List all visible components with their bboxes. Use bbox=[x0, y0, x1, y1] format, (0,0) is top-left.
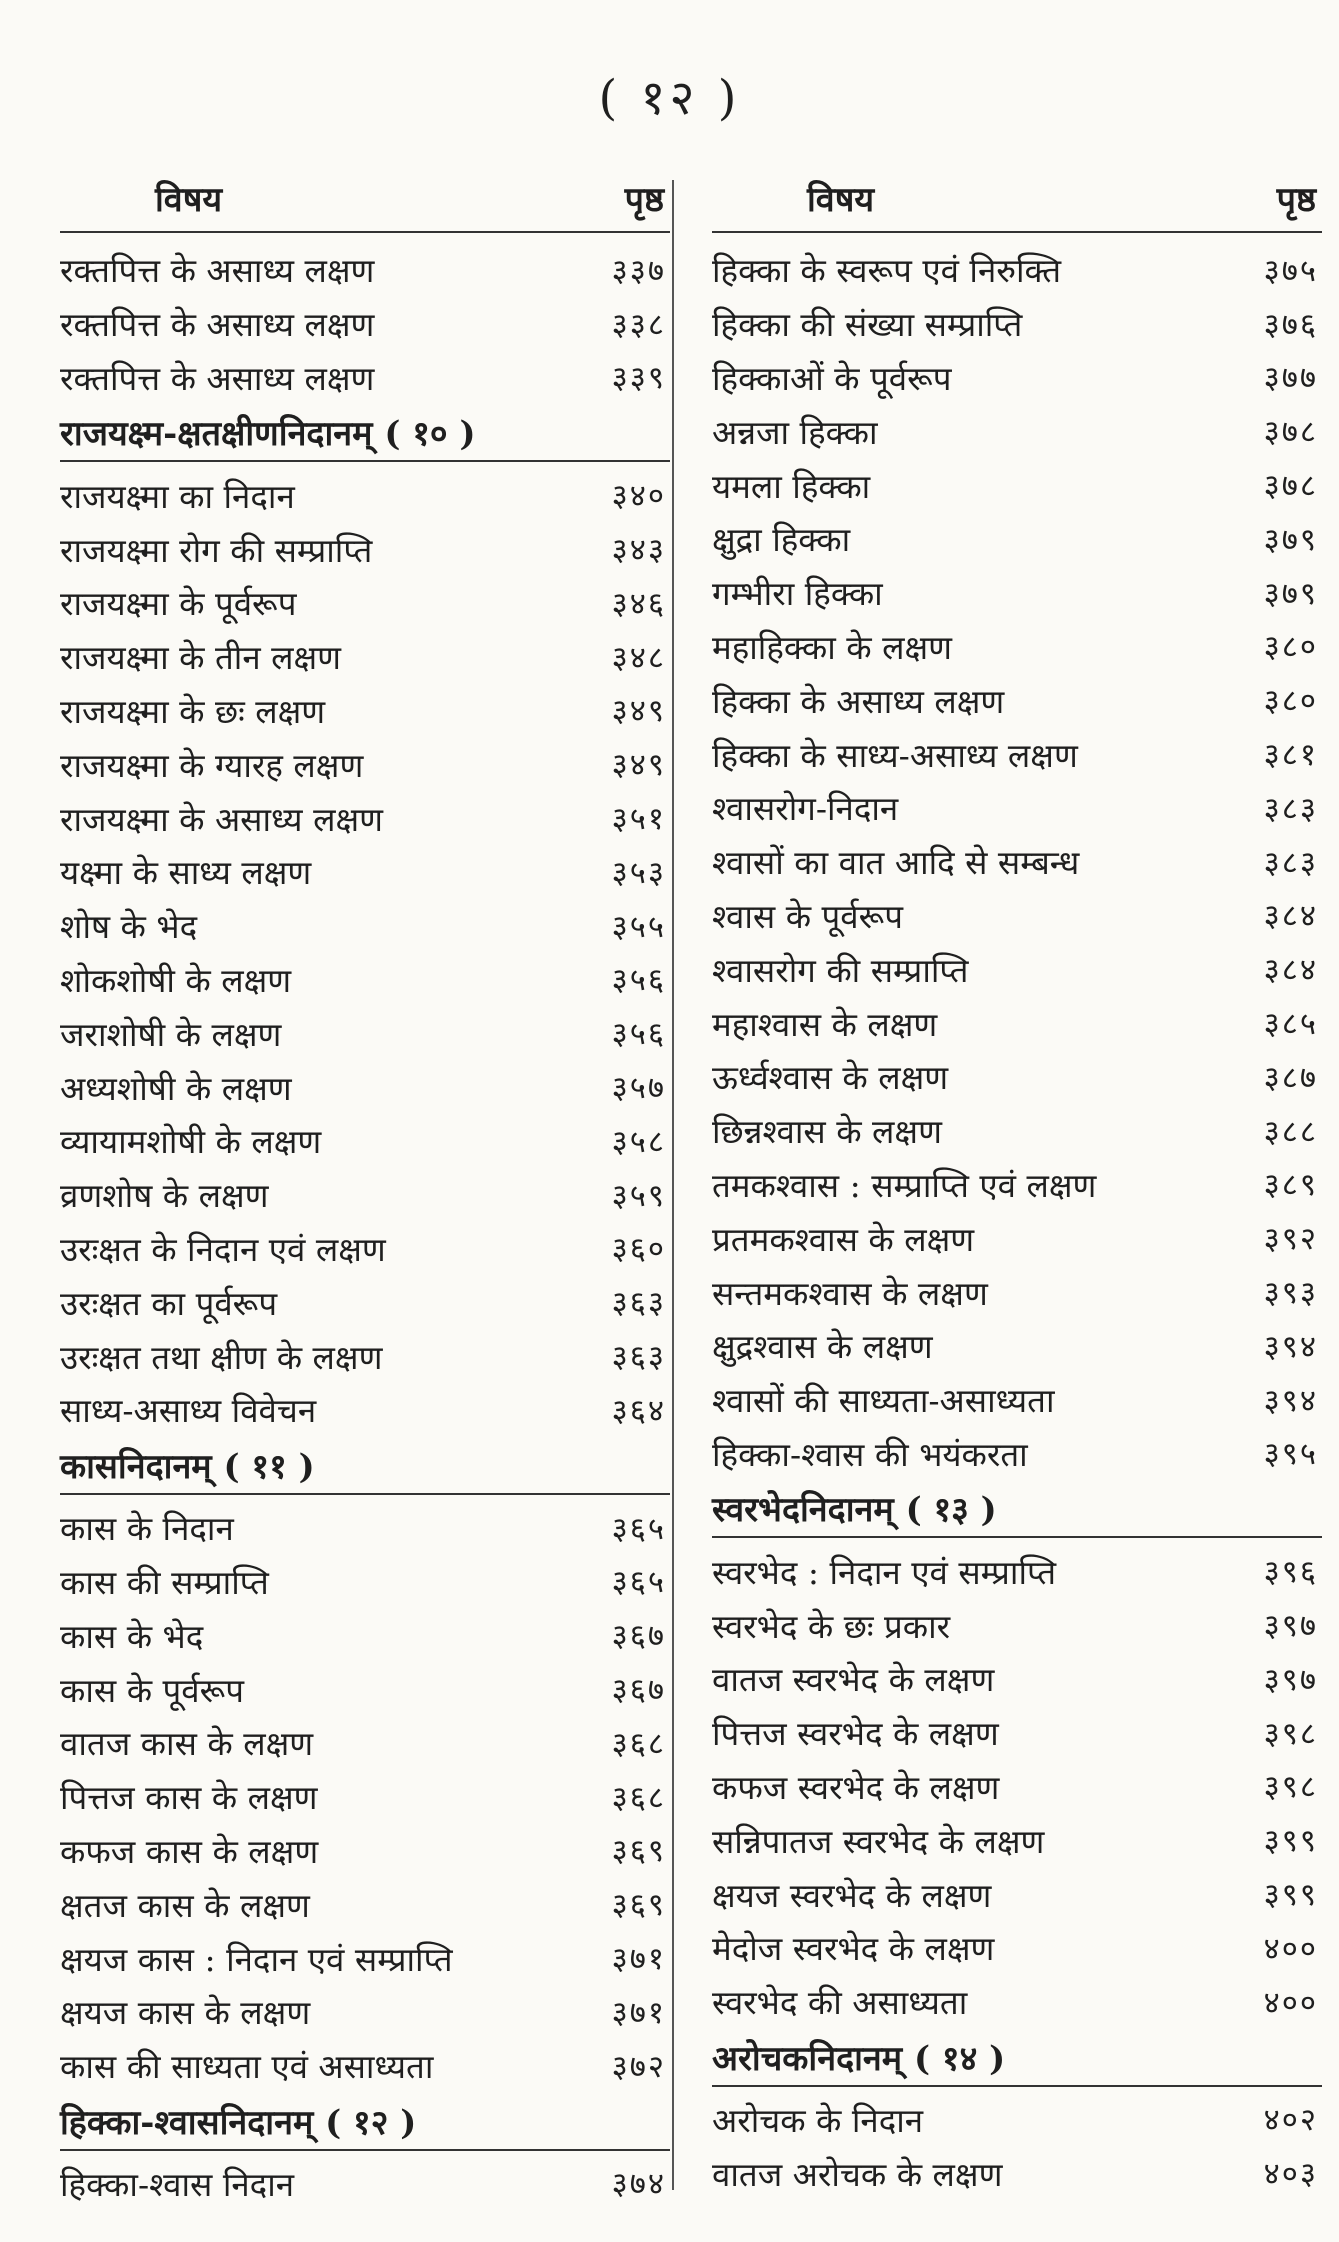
toc-entry-title: राजयक्ष्मा का निदान bbox=[60, 476, 295, 516]
toc-entry-page: ३९७ bbox=[1263, 1608, 1318, 1645]
toc-entry-title: हिक्काओं के पूर्वरूप bbox=[712, 358, 952, 398]
toc-entry-page: ३७४ bbox=[611, 2166, 666, 2203]
toc-entry bbox=[60, 1383, 670, 1437]
column-divider bbox=[672, 180, 674, 2190]
toc-entry bbox=[60, 1877, 670, 1931]
toc-entry-page: ३३९ bbox=[611, 360, 666, 397]
toc-entry-page: ३६७ bbox=[611, 1672, 666, 1709]
toc-entry-page: ३८० bbox=[1263, 629, 1318, 666]
toc-entry-title: शोकशोषी के लक्षण bbox=[60, 960, 292, 1000]
toc-entry-title: श्वासरोग-निदान bbox=[712, 789, 899, 829]
toc-entry-page: ३६३ bbox=[611, 1285, 666, 1322]
toc-entry-title: यक्ष्मा के साध्य लक्षण bbox=[60, 853, 312, 893]
toc-entry-page: ३४९ bbox=[611, 693, 666, 730]
toc-entry-page: ३३८ bbox=[611, 306, 666, 343]
toc-entry bbox=[712, 2146, 1322, 2200]
toc-entry-page: ३८० bbox=[1263, 683, 1318, 720]
toc-entry bbox=[712, 1319, 1322, 1373]
toc-entry bbox=[712, 620, 1322, 674]
section-heading: हिक्का-श्वासनिदानम् ( १२ ) bbox=[60, 2093, 670, 2151]
toc-entry-title: स्वरभेद : निदान एवं सम्प्राप्ति bbox=[712, 1552, 1057, 1592]
toc-entry-page: ३८४ bbox=[1263, 952, 1318, 989]
toc-entry-page: ३५६ bbox=[611, 1016, 666, 1053]
toc-entry-title: उरःक्षत तथा क्षीण के लक्षण bbox=[60, 1337, 383, 1377]
toc-entry-page: ४०२ bbox=[1263, 2102, 1318, 2139]
toc-entry-title: कास की सम्प्राप्ति bbox=[60, 1562, 269, 1602]
left-toc-list bbox=[60, 243, 670, 2210]
toc-entry-title: क्षुद्रा हिक्का bbox=[712, 520, 851, 560]
toc-entry-title: शोष के भेद bbox=[60, 907, 198, 947]
toc-entry-title: यमला हिक्का bbox=[712, 466, 871, 506]
toc-entry bbox=[60, 576, 670, 630]
toc-entry-page: ३७१ bbox=[611, 1994, 666, 2031]
toc-entry-page: ३९६ bbox=[1263, 1554, 1318, 1591]
toc-entry bbox=[712, 942, 1322, 996]
toc-entry-page: ३७२ bbox=[611, 2048, 666, 2085]
right-column-header bbox=[712, 165, 1322, 233]
toc-entry-title: कफज कास के लक्षण bbox=[60, 1831, 319, 1871]
toc-entry-title: पित्तज कास के लक्षण bbox=[60, 1778, 318, 1818]
toc-entry-title: हिक्का की संख्या सम्प्राप्ति bbox=[712, 305, 1023, 345]
toc-entry-title: श्वासरोग की सम्प्राप्ति bbox=[712, 950, 969, 990]
toc-entry-title: श्वासों का वात आदि से सम्बन्ध bbox=[712, 843, 1080, 883]
toc-entry-page: ३७८ bbox=[1263, 468, 1318, 505]
toc-entry-page: ४०० bbox=[1263, 1930, 1318, 1967]
toc-entry-page: ३७८ bbox=[1263, 414, 1318, 451]
toc-entry-page: ३७५ bbox=[1263, 252, 1318, 289]
toc-entry-title: हिक्का के स्वरूप एवं निरुक्ति bbox=[712, 251, 1062, 291]
toc-entry-page: ३५६ bbox=[611, 962, 666, 999]
toc-entry-page: ३५८ bbox=[611, 1123, 666, 1160]
toc-entry-title: उरःक्षत के निदान एवं लक्षण bbox=[60, 1229, 386, 1269]
toc-entry-page: ३७६ bbox=[1263, 306, 1318, 343]
toc-entry bbox=[712, 458, 1322, 512]
toc-entry-title: रक्तपित्त के असाध्य लक्षण bbox=[60, 358, 375, 398]
toc-entry bbox=[60, 1501, 670, 1555]
toc-entry bbox=[712, 1760, 1322, 1814]
toc-entry bbox=[712, 566, 1322, 620]
toc-entry-page: ४०० bbox=[1263, 1984, 1318, 2021]
toc-entry bbox=[60, 2157, 670, 2211]
toc-entry-page: ३८३ bbox=[1263, 844, 1318, 881]
toc-entry-page: ३९८ bbox=[1263, 1715, 1318, 1752]
toc-entry bbox=[712, 1867, 1322, 1921]
toc-entry-page: ३६८ bbox=[611, 1779, 666, 1816]
toc-entry-page: ३६७ bbox=[611, 1618, 666, 1655]
toc-entry-title: महाहिक्का के लक्षण bbox=[712, 627, 952, 667]
toc-entry bbox=[712, 1265, 1322, 1319]
toc-entry bbox=[712, 404, 1322, 458]
toc-entry bbox=[60, 1770, 670, 1824]
toc-entry-title: कफज स्वरभेद के लक्षण bbox=[712, 1767, 1000, 1807]
toc-entry-title: स्वरभेद की असाध्यता bbox=[712, 1983, 968, 2023]
toc-entry-page: ३८३ bbox=[1263, 790, 1318, 827]
toc-entry bbox=[60, 1716, 670, 1770]
left-column-header bbox=[60, 165, 670, 233]
toc-entry bbox=[60, 1824, 670, 1878]
toc-entry-title: श्वास के पूर्वरूप bbox=[712, 896, 904, 936]
toc-entry bbox=[712, 297, 1322, 351]
page-number: ( १२ ) bbox=[598, 70, 741, 126]
toc-entry-title: हिक्का-श्वास निदान bbox=[60, 2164, 295, 2204]
toc-entry-page: ३४३ bbox=[611, 532, 666, 569]
toc-entry-page: ३९५ bbox=[1263, 1436, 1318, 1473]
toc-entry-title: ऊर्ध्वश्वास के लक्षण bbox=[712, 1058, 949, 1098]
toc-entry-page: ३८४ bbox=[1263, 898, 1318, 935]
toc-entry bbox=[712, 1373, 1322, 1427]
toc-entry bbox=[60, 684, 670, 738]
toc-entry bbox=[60, 791, 670, 845]
toc-entry-title: क्षतज कास के लक्षण bbox=[60, 1885, 310, 1925]
toc-entry-page: ३९३ bbox=[1263, 1275, 1318, 1312]
toc-entry-title: क्षयज कास : निदान एवं सम्प्राप्ति bbox=[60, 1939, 453, 1979]
toc-entry bbox=[712, 1975, 1322, 2029]
toc-entry-page: ३९९ bbox=[1263, 1877, 1318, 1913]
toc-entry-page: ३६९ bbox=[611, 1887, 666, 1924]
toc-entry-title: महाश्वास के लक्षण bbox=[712, 1004, 938, 1044]
section-heading: राजयक्ष्म-क्षतक्षीणनिदानम् ( १० ) bbox=[60, 404, 670, 462]
toc-entry bbox=[712, 1158, 1322, 1212]
toc-entry bbox=[712, 1921, 1322, 1975]
toc-entry-page: ३५१ bbox=[611, 801, 666, 838]
toc-entry-title: कास के भेद bbox=[60, 1616, 204, 1656]
toc-entry-title: हिक्का के साध्य-असाध्य लक्षण bbox=[712, 735, 1078, 775]
toc-entry-title: वातज स्वरभेद के लक्षण bbox=[712, 1660, 995, 1700]
toc-entry-title: उरःक्षत का पूर्वरूप bbox=[60, 1283, 278, 1323]
toc-entry-title: जराशोषी के लक्षण bbox=[60, 1014, 282, 1054]
toc-entry-page: ३७१ bbox=[611, 1941, 666, 1977]
toc-entry-page: ४०३ bbox=[1263, 2156, 1318, 2193]
toc-entry bbox=[712, 673, 1322, 727]
toc-entry bbox=[712, 1211, 1322, 1265]
toc-entry-page: ३४९ bbox=[611, 747, 666, 784]
toc-entry-page: ३६९ bbox=[611, 1833, 666, 1870]
toc-entry-page: ३५३ bbox=[611, 854, 666, 891]
toc-entry bbox=[712, 512, 1322, 566]
toc-entry bbox=[712, 835, 1322, 889]
toc-entry-title: पित्तज स्वरभेद के लक्षण bbox=[712, 1714, 999, 1754]
toc-entry-title: कास की साध्यता एवं असाध्यता bbox=[60, 2047, 434, 2087]
toc-entry-title: राजयक्ष्मा रोग की सम्प्राप्ति bbox=[60, 530, 373, 570]
toc-entry-title: हिक्का-श्वास की भयंकरता bbox=[712, 1434, 1028, 1474]
page-header: पृष्ठ bbox=[624, 180, 664, 220]
toc-entry bbox=[712, 1598, 1322, 1652]
toc-entry-page: ३६८ bbox=[611, 1725, 666, 1762]
toc-entry bbox=[60, 953, 670, 1007]
toc-entry-title: वातज कास के लक्षण bbox=[60, 1724, 314, 1764]
toc-entry-page: ३९४ bbox=[1263, 1328, 1318, 1365]
toc-entry-page: ३८१ bbox=[1263, 737, 1318, 774]
toc-entry-title: सन्तमकश्वास के लक्षण bbox=[712, 1273, 988, 1313]
toc-entry bbox=[712, 1544, 1322, 1598]
toc-entry bbox=[60, 1168, 670, 1222]
toc-entry-page: ३६० bbox=[611, 1231, 666, 1268]
toc-entry bbox=[712, 2093, 1322, 2147]
right-column bbox=[712, 165, 1322, 2200]
toc-entry bbox=[712, 781, 1322, 835]
toc-entry bbox=[60, 1222, 670, 1276]
toc-entry-title: व्रणशोष के लक्षण bbox=[60, 1176, 269, 1216]
toc-entry bbox=[712, 243, 1322, 297]
toc-entry-title: तमकश्वास : सम्प्राप्ति एवं लक्षण bbox=[712, 1165, 1097, 1205]
toc-entry bbox=[60, 468, 670, 522]
toc-entry-title: राजयक्ष्मा के असाध्य लक्षण bbox=[60, 799, 383, 839]
toc-entry-title: क्षयज कास के लक्षण bbox=[60, 1993, 311, 2033]
toc-entry-page: ३६३ bbox=[611, 1339, 666, 1376]
toc-entry bbox=[60, 243, 670, 297]
toc-entry-title: राजयक्ष्मा के ग्यारह लक्षण bbox=[60, 745, 364, 785]
toc-entry bbox=[712, 1813, 1322, 1867]
toc-entry-title: राजयक्ष्मा के छः लक्षण bbox=[60, 691, 326, 731]
toc-entry bbox=[60, 1608, 670, 1662]
page-header: पृष्ठ bbox=[1276, 180, 1316, 220]
toc-entry-title: श्वासों की साध्यता-असाध्यता bbox=[712, 1381, 1055, 1421]
toc-entry-page: ३५९ bbox=[611, 1177, 666, 1214]
toc-entry bbox=[60, 1985, 670, 2039]
toc-entry-title: हिक्का के असाध्य लक्षण bbox=[712, 681, 1005, 721]
toc-entry-page: ३९८ bbox=[1263, 1769, 1318, 1806]
toc-entry bbox=[60, 1555, 670, 1609]
toc-entry bbox=[712, 996, 1322, 1050]
right-toc-list bbox=[712, 243, 1322, 2200]
toc-entry bbox=[712, 1427, 1322, 1481]
toc-entry bbox=[712, 727, 1322, 781]
toc-entry-title: क्षुद्रश्वास के लक्षण bbox=[712, 1327, 933, 1367]
toc-entry-title: रक्तपित्त के असाध्य लक्षण bbox=[60, 251, 375, 291]
toc-entry-title: कास के पूर्वरूप bbox=[60, 1670, 244, 1710]
toc-entry-page: ३६४ bbox=[611, 1392, 666, 1429]
toc-entry-page: ३४० bbox=[611, 478, 666, 515]
toc-entry-page: ३७९ bbox=[1263, 575, 1318, 612]
toc-entry-title: कास के निदान bbox=[60, 1509, 234, 1549]
toc-entry-title: अध्यशोषी के लक्षण bbox=[60, 1068, 292, 1108]
toc-entry-title: राजयक्ष्मा के तीन लक्षण bbox=[60, 638, 342, 678]
section-heading: कासनिदानम् ( ११ ) bbox=[60, 1437, 670, 1495]
toc-entry bbox=[60, 1329, 670, 1383]
toc-entry-page: ३७७ bbox=[1263, 360, 1318, 397]
toc-entry-page: ३९७ bbox=[1263, 1661, 1318, 1698]
toc-entry-page: ३९९ bbox=[1263, 1823, 1318, 1860]
toc-entry-title: छिन्नश्वास के लक्षण bbox=[712, 1112, 942, 1152]
toc-entry bbox=[60, 630, 670, 684]
toc-entry-page: ३९२ bbox=[1263, 1221, 1318, 1258]
toc-entry bbox=[60, 1931, 670, 1985]
toc-entry bbox=[60, 522, 670, 576]
toc-entry bbox=[60, 1114, 670, 1168]
toc-entry-title: क्षयज स्वरभेद के लक्षण bbox=[712, 1875, 992, 1915]
toc-entry-page: ३८९ bbox=[1263, 1167, 1318, 1204]
section-heading: स्वरभेदनिदानम् ( १३ ) bbox=[712, 1480, 1322, 1538]
toc-entry bbox=[60, 737, 670, 791]
toc-entry-title: मेदोज स्वरभेद के लक्षण bbox=[712, 1929, 995, 1969]
toc-entry-title: सन्निपातज स्वरभेद के लक्षण bbox=[712, 1821, 1045, 1861]
toc-entry-page: ३३७ bbox=[611, 252, 666, 289]
toc-entry bbox=[60, 297, 670, 351]
toc-entry-page: ३६५ bbox=[611, 1564, 666, 1601]
toc-entry bbox=[712, 1706, 1322, 1760]
subject-header: विषय bbox=[155, 180, 223, 220]
toc-entry bbox=[60, 1006, 670, 1060]
toc-entry-page: ३८७ bbox=[1263, 1059, 1318, 1096]
toc-entry-title: व्यायामशोषी के लक्षण bbox=[60, 1122, 322, 1162]
toc-entry-page: ३५७ bbox=[611, 1070, 666, 1107]
toc-entry-title: स्वरभेद के छः प्रकार bbox=[712, 1606, 951, 1646]
toc-entry bbox=[60, 1662, 670, 1716]
toc-entry bbox=[712, 889, 1322, 943]
toc-entry-title: साध्य-असाध्य विवेचन bbox=[60, 1391, 317, 1431]
toc-entry-title: अन्नजा हिक्का bbox=[712, 412, 878, 452]
toc-entry-page: ३८५ bbox=[1263, 1006, 1318, 1043]
toc-entry-title: प्रतमकश्वास के लक्षण bbox=[712, 1219, 975, 1259]
toc-entry bbox=[712, 1050, 1322, 1104]
toc-entry-page: ३८८ bbox=[1263, 1113, 1318, 1150]
toc-entry-page: ३६५ bbox=[611, 1510, 666, 1547]
toc-entry bbox=[60, 2039, 670, 2093]
toc-entry bbox=[60, 351, 670, 405]
toc-entry bbox=[712, 1104, 1322, 1158]
toc-entry bbox=[60, 845, 670, 899]
section-heading: अरोचकनिदानम् ( १४ ) bbox=[712, 2029, 1322, 2087]
toc-entry-page: ३७९ bbox=[1263, 521, 1318, 558]
toc-entry-page: ३५५ bbox=[611, 908, 666, 945]
toc-entry bbox=[60, 1060, 670, 1114]
subject-header: विषय bbox=[807, 180, 875, 220]
toc-entry bbox=[712, 351, 1322, 405]
toc-entry-title: राजयक्ष्मा के पूर्वरूप bbox=[60, 584, 297, 624]
toc-entry-title: अरोचक के निदान bbox=[712, 2100, 924, 2140]
left-column bbox=[60, 165, 670, 2210]
toc-entry-page: ३४८ bbox=[611, 639, 666, 676]
toc-entry-page: ३९४ bbox=[1263, 1382, 1318, 1419]
toc-entry bbox=[60, 899, 670, 953]
toc-entry-title: गम्भीरा हिक्का bbox=[712, 574, 883, 614]
toc-entry-title: वातज अरोचक के लक्षण bbox=[712, 2154, 1003, 2194]
toc-entry-title: रक्तपित्त के असाध्य लक्षण bbox=[60, 305, 375, 345]
toc-entry bbox=[712, 1652, 1322, 1706]
toc-entry bbox=[60, 1275, 670, 1329]
toc-entry-page: ३४६ bbox=[611, 585, 666, 622]
